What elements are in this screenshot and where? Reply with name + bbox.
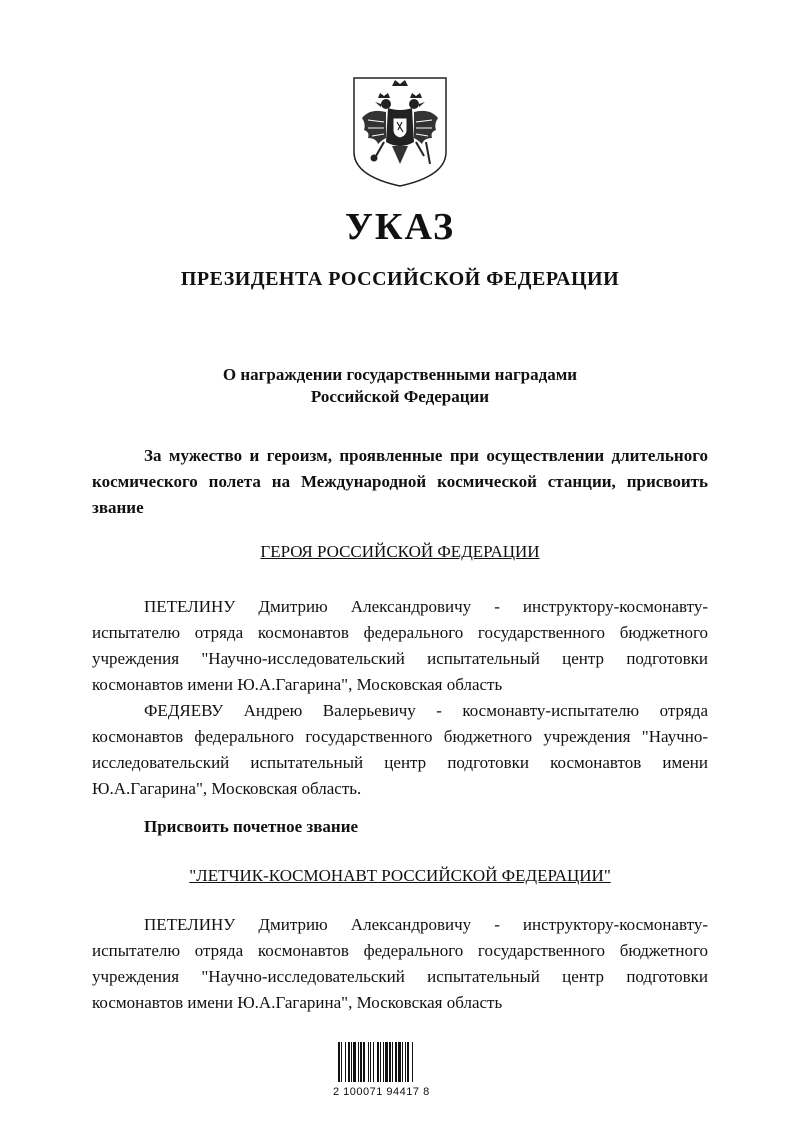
document-subtitle: ПРЕЗИДЕНТА РОССИЙСКОЙ ФЕДЕРАЦИИ bbox=[180, 268, 620, 290]
barcode-bar bbox=[398, 1042, 401, 1082]
barcode-bar bbox=[389, 1042, 391, 1082]
barcode-bar bbox=[407, 1042, 409, 1082]
barcode-bar bbox=[380, 1042, 381, 1082]
intro-paragraph: За мужество и героизм, проявленные при осуществлении длительного космического полета на Международной космической станции, присвоить звание bbox=[92, 446, 708, 517]
barcode-bar bbox=[353, 1042, 356, 1082]
barcode-bar bbox=[360, 1042, 362, 1082]
barcode-number: 2 100071 94417 8 bbox=[333, 1086, 430, 1098]
double-headed-eagle-icon bbox=[340, 72, 460, 190]
decree-heading-line1: О награждении государственными наградами bbox=[222, 365, 578, 384]
barcode-bar bbox=[373, 1042, 374, 1082]
barcode-bar bbox=[341, 1042, 342, 1082]
barcode-bar bbox=[402, 1042, 403, 1082]
barcode-bar bbox=[392, 1042, 393, 1082]
coat-of-arms-emblem bbox=[340, 72, 460, 190]
barcode-bar bbox=[383, 1042, 384, 1082]
assign-honorary-title: Присвоить почетное звание bbox=[144, 817, 359, 836]
barcode-bar bbox=[395, 1042, 397, 1082]
barcode-bar bbox=[358, 1042, 359, 1082]
decree-heading-line2: Российской Федерации bbox=[310, 387, 490, 406]
barcode-bar bbox=[363, 1042, 365, 1082]
barcode-bar bbox=[412, 1042, 413, 1082]
decree-heading bbox=[0, 364, 800, 408]
barcode-bar bbox=[377, 1042, 379, 1082]
awardee-paragraph: ФЕДЯЕВУ Андрею Валерьевичу - космонавту-испытателю отряда космонавтов федерального государственного бюджетного учреждения "Научно-исследовательский испытательный центр подготовки космонавтов имени Ю.А.Гагарина", Московская область. bbox=[92, 701, 708, 798]
hero-awardees-list bbox=[92, 594, 708, 802]
barcode-bar bbox=[348, 1042, 350, 1082]
barcode-bar bbox=[405, 1042, 406, 1082]
barcode-bar bbox=[345, 1042, 346, 1082]
hero-title-rank: ГЕРОЯ РОССИЙСКОЙ ФЕДЕРАЦИИ bbox=[260, 542, 540, 561]
awardee-paragraph: ПЕТЕЛИНУ Дмитрию Александровичу - инструктору-космонавту-испытателю отряда космонавтов федерального государственного бюджетного учреждения "Научно-исследовательский испытательный центр подготовки космонавтов имени Ю.А.Гагарина", Московская область bbox=[92, 915, 708, 1012]
document-title: УКАЗ bbox=[345, 206, 455, 248]
barcode-bar bbox=[368, 1042, 369, 1082]
barcode-icon bbox=[336, 1042, 454, 1086]
barcode-bar bbox=[338, 1042, 340, 1082]
barcode-bar bbox=[370, 1042, 371, 1082]
awardee-paragraph: ПЕТЕЛИНУ Дмитрию Александровичу - инструктору-космонавту-испытателю отряда космонавтов федерального государственного бюджетного учреждения "Научно-исследовательский испытательный центр подготовки космонавтов имени Ю.А.Гагарина", Московская область bbox=[92, 597, 708, 694]
barcode-bar bbox=[351, 1042, 352, 1082]
cosmonaut-title-rank: "ЛЕТЧИК-КОСМОНАВТ РОССИЙСКОЙ ФЕДЕРАЦИИ" bbox=[189, 866, 611, 885]
barcode-bar bbox=[385, 1042, 388, 1082]
cosmonaut-awardees-list bbox=[92, 912, 708, 1016]
